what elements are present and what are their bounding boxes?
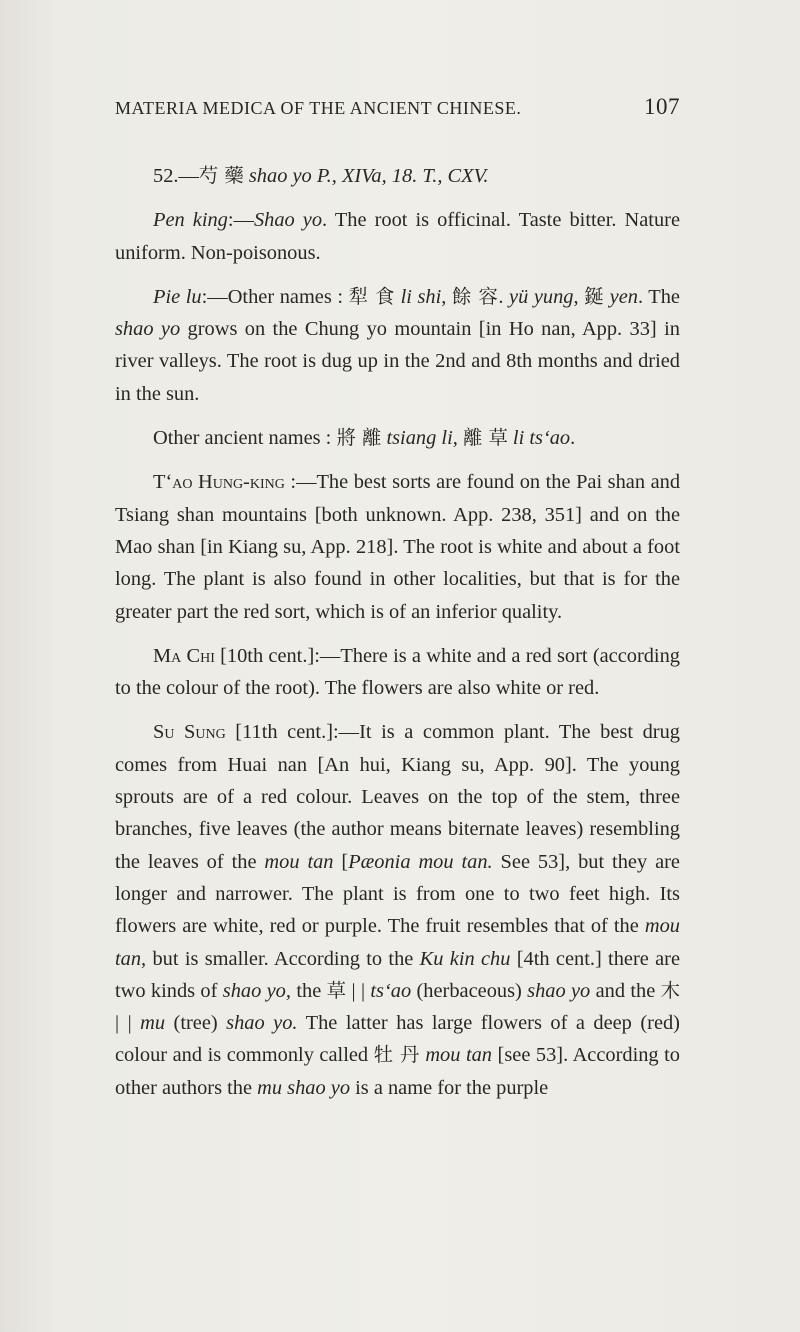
- su-sung-text-2: See 53], but they are longer and narrower. The plant is from one to two feet high. Its flowers are white, red or purple. The fruit resembles that of the: [115, 850, 680, 938]
- page-body: [115, 160, 680, 1104]
- pie-lu-the: The: [648, 285, 680, 308]
- entry-ref-p: P., XIVa, 18.: [316, 165, 418, 187]
- su-sung-mou-tan-3: mou tan: [425, 1044, 493, 1067]
- su-sung-text-6: (herbaceous): [416, 979, 522, 1002]
- su-sung-text-9: The latter has large flowers of a deep (red) colour and is commonly called: [115, 1012, 680, 1067]
- su-sung-char-cao: 草: [326, 978, 347, 1002]
- su-sung-shao-yo-3: shao yo.: [226, 1012, 298, 1035]
- paragraph-pen-king: Pen king:—Shao yo. The root is officinal. Taste bitter. Nature uniform. Non-poisonous.: [115, 209, 681, 264]
- su-sung-text-4: [4th cent.] there are two kinds of: [115, 947, 681, 1002]
- su-sung-text-3: but is smaller. According to the: [152, 947, 414, 970]
- tao-text: The best sorts are found on the Pai shan and Tsiang shan mountains [both unknown. App. 238, 351] and on the Mao shan [in Kiang su, App. 218]. The root is white and about a foot long. The plant is also found in other localities, but that is for the greater part the red sort, which is of an inferior quality.: [115, 471, 681, 623]
- su-sung-date: [11th cent.]: [235, 721, 333, 744]
- pie-lu-text: grows on the Chung yo mountain [in Ho nan, App. 33] in river valleys. The root is dug up in the 2nd and 8th months and dried in the sun.: [115, 318, 680, 405]
- su-sung-ku-kin-chu: Ku kin chu: [419, 947, 511, 970]
- paragraph-tao-hung-king: T‘ao Hung-king :—The best sorts are found on the Pai shan and Tsiang shan mountains [both unknown. App. 238, 351] and on the Mao shan [in Kiang su, App. 218]. The root is white and about a foot long. The plant is also found in other localities, but that is for the greater part the red sort, which is of an inferior quality.: [115, 471, 681, 623]
- su-sung-mu: mu: [140, 1012, 166, 1035]
- ancient-chars-2: 離 草: [462, 426, 508, 450]
- su-sung-text-7: and the: [595, 979, 656, 1002]
- running-head: [115, 94, 680, 119]
- su-sung-mou-tan-2: mou tan,: [115, 915, 681, 970]
- paragraph-ma-chi: Ma Chi [10th cent.]:—There is a white and a red sort (according to the colour of the root). The flowers are also white or red.: [115, 644, 680, 700]
- su-sung-ditto-1: | |: [351, 979, 366, 1002]
- paragraph-pie-lu: Pie lu:—Other names : 犁 食 li shi, 餘 容. yü yung, 鋋 yen. The shao yo grows on the Chung yo mountain [in Ho nan, App. 33] in river valleys. The root is dug up in the 2nd and 8th months and dried in the sun.: [115, 284, 680, 405]
- pie-lu-chars-3: 鋋: [584, 284, 605, 308]
- ma-chi-label: Ma Chi: [153, 644, 215, 667]
- su-sung-tsao: ts‘ao: [370, 979, 412, 1002]
- su-sung-shao-yo-1: shao yo,: [222, 979, 291, 1002]
- ma-chi-text: There is a white and a red sort (according to the colour of the root). The flowers are also white or red.: [115, 644, 680, 700]
- pen-king-name: Shao yo: [253, 209, 323, 232]
- su-sung-mou-tan-1: mou tan: [264, 850, 334, 873]
- su-sung-mu-shao-yo: mu shao yo: [257, 1076, 351, 1099]
- su-sung-text-8: (tree): [173, 1012, 218, 1035]
- pie-lu-name-3: yen: [609, 285, 638, 308]
- ancient-chars-1: 將 離: [336, 426, 382, 450]
- pen-king-label: Pen king: [153, 209, 228, 232]
- su-sung-label: Su Sung: [153, 721, 226, 744]
- pie-lu-chars-2: 餘 容: [451, 284, 499, 308]
- su-sung-paeonia: Pæonia mou tan.: [348, 850, 493, 873]
- paragraph-ancient-names: Other ancient names : 將 離 tsiang li, 離 草 li ts‘ao.: [153, 426, 576, 450]
- ancient-name-1: tsiang li: [386, 427, 453, 450]
- paragraph-su-sung: Su Sung [11th cent.]:—It is a common plant. The best drug comes from Huai nan [An hui, Kiang su, App. 90]. The young sprouts are of a red colour. Leaves on the top of the stem, three branches, five leaves (the author means biternate leaves) resembling the leaves of the mou tan [Pæonia mou tan. See 53], but they are longer and narrower. The plant is from one to two feet high. Its flowers are white, red or purple. The fruit resembles that of the mou tan, but is smaller. According to the Ku kin chu [4th cent.] there are two kinds of shao yo, the 草 | | ts‘ao (herbaceous) shao yo and the 木 | | mu (tree) shao yo. The latter has large flowers of a deep (red) colour and is commonly called 牡 丹 mou tan [see 53]. According to other authors the mu shao yo is a name for the purple: [115, 721, 681, 1099]
- pie-lu-intro: Other names :: [227, 285, 344, 308]
- pie-lu-name-1: li shi: [400, 285, 442, 308]
- entry-ref-t: T., CXV.: [422, 165, 489, 187]
- su-sung-shao-yo-2: shao yo: [527, 979, 591, 1002]
- su-sung-text-11: is a name for the purple: [355, 1076, 549, 1099]
- pie-lu-shao-yo: shao yo: [115, 318, 181, 341]
- pie-lu-label: Pie lu: [153, 285, 202, 308]
- su-sung-text-5: the: [296, 979, 322, 1002]
- pie-lu-chars-1: 犁 食: [348, 284, 395, 308]
- su-sung-char-moutan: 牡 丹: [373, 1043, 420, 1067]
- ancient-intro: Other ancient names :: [153, 427, 332, 450]
- ma-chi-date: [10th cent.]: [220, 644, 315, 667]
- su-sung-text-1: It is a common plant. The best drug comes from Huai nan [An hui, Kiang su, App. 90]. The young sprouts are of a red colour. Leaves on the top of the stem, three branches, five leaves (the author means biternate leaves) resembling the leaves of the: [115, 721, 680, 873]
- pen-king-text: The root is officinal. Taste bitter. Nature uniform. Non-poisonous.: [115, 209, 681, 264]
- entry-name: shao yo: [248, 165, 312, 187]
- entry-number: 52.: [153, 165, 179, 187]
- pie-lu-name-2: yü yung: [509, 285, 574, 308]
- su-sung-ditto-2: | |: [115, 1012, 132, 1035]
- page-number: 107: [644, 94, 680, 119]
- running-head-title: MATERIA MEDICA OF THE ANCIENT CHINESE.: [115, 98, 522, 118]
- tao-label: T‘ao Hung-king: [153, 471, 285, 494]
- ancient-name-2: li ts‘ao: [512, 427, 571, 450]
- su-sung-char-mu: 木: [660, 978, 680, 1002]
- entry-heading: 52.—芍 藥 shao yo P., XIVa, 18. T., CXV.: [153, 164, 489, 187]
- su-sung-text-10: [see 53]. According to other authors the: [115, 1044, 681, 1099]
- entry-characters: 芍 藥: [198, 164, 244, 187]
